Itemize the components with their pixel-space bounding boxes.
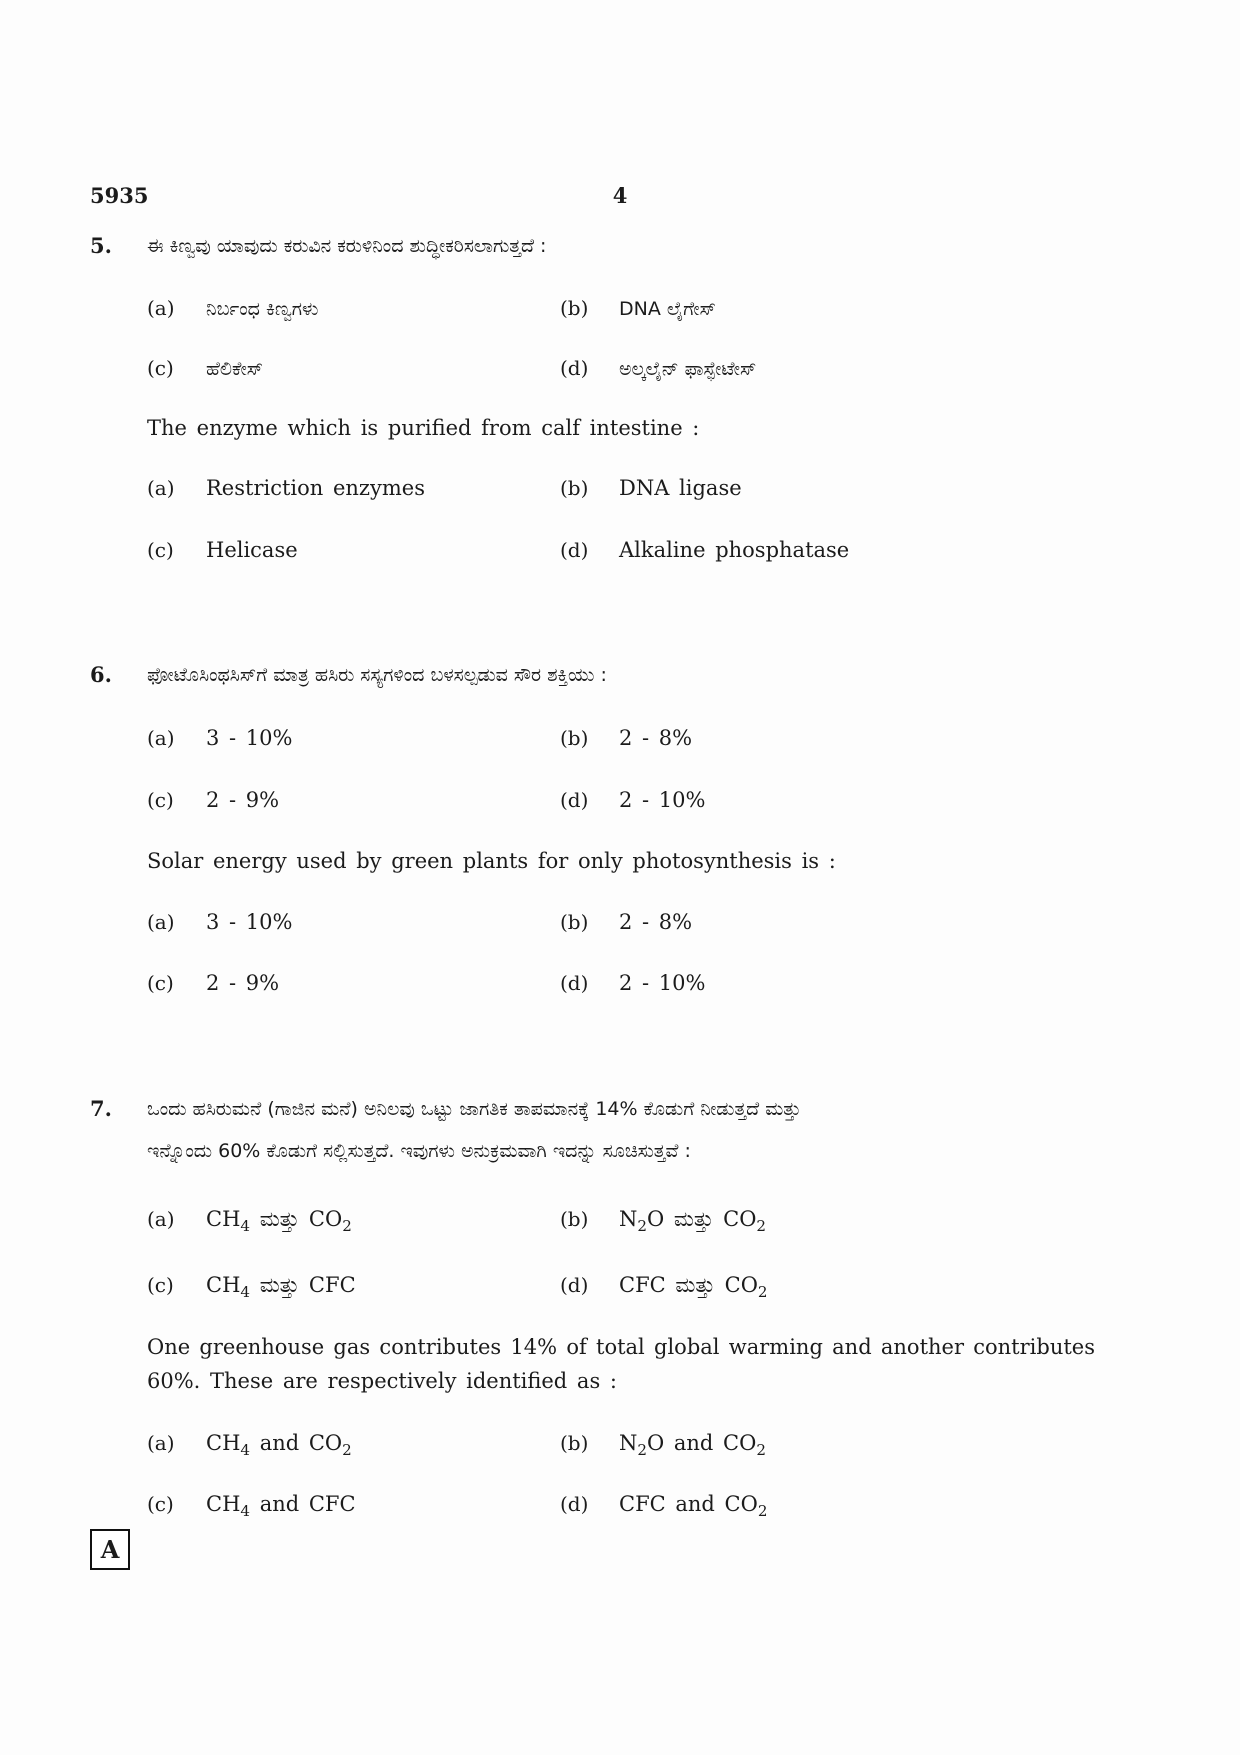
option-text: 2 - 8% (619, 910, 693, 934)
formula-text: N (619, 1207, 638, 1231)
option-text: Alkaline phosphatase (619, 538, 850, 562)
question-number: 5. (90, 233, 112, 258)
option-text: ಹೆಲಿಕೇಸ್ (206, 358, 264, 380)
question-stem-english-line-2: 60%. These are respectively identified as : (147, 1369, 617, 1393)
option-label: (c) (147, 1492, 174, 1516)
option-label: (a) (147, 726, 175, 750)
option-label: (c) (147, 1273, 174, 1297)
formula-subscript: 2 (342, 1217, 352, 1236)
option-label: (a) (147, 910, 175, 934)
formula-text: O and CO (647, 1431, 757, 1455)
option-a (147, 293, 318, 323)
option-b (560, 1428, 766, 1458)
option-d (560, 1489, 767, 1519)
option-d (560, 535, 849, 565)
question-stem-english-line-1: One greenhouse gas contributes 14% of total global warming and another contributes (147, 1335, 1095, 1359)
formula-subscript: 4 (240, 1502, 251, 1521)
option-text (206, 1204, 352, 1236)
formula-text: and CFC (250, 1492, 356, 1516)
option-text (206, 1489, 356, 1521)
option-c (147, 535, 298, 565)
option-label: (b) (560, 476, 589, 500)
formula-text: CH (206, 1207, 241, 1231)
option-text (619, 1204, 766, 1236)
formula-text: and CO (250, 1431, 343, 1455)
formula-subscript: 4 (240, 1283, 251, 1302)
option-label: (b) (560, 1207, 589, 1231)
option-text: 2 - 10% (619, 788, 706, 812)
option-c (147, 1489, 356, 1519)
option-label: (a) (147, 476, 175, 500)
option-b (560, 1204, 766, 1234)
option-d (560, 968, 705, 998)
option-a (147, 1428, 352, 1458)
option-text (619, 1428, 766, 1460)
formula-subscript: 2 (757, 1502, 768, 1521)
option-label: (b) (560, 726, 589, 750)
formula-text: N (619, 1431, 638, 1455)
option-text: Restriction enzymes (206, 476, 425, 500)
option-c (147, 968, 279, 998)
option-label: (c) (147, 971, 174, 995)
option-d (560, 353, 756, 383)
option-text: ನಿರ್ಬಂಧ ಕಿಣ್ವಗಳು (206, 298, 319, 320)
question-stem-kannada-line-1: ಒಂದು ಹಸಿರುಮನೆ (ಗಾಜಿನ ಮನೆ) ಅನಿಲವು ಒಟ್ಟು ಜಾಗತಿಕ ತಾಪಮಾನಕ್ಕೆ 14% ಕೊಡುಗೆ ನೀಡುತ್ತದೆ ಮತ್ತು (147, 1098, 802, 1120)
question-number: 7. (90, 1096, 112, 1121)
option-text (206, 1428, 352, 1460)
option-text: ಅಲ್ಕಲೈನ್ ಫಾಸ್ಫೇಟೇಸ್ (619, 358, 757, 380)
option-label: (b) (560, 910, 589, 934)
option-text: 2 - 10% (619, 971, 706, 995)
formula-subscript: 2 (756, 1441, 766, 1460)
option-label: (a) (147, 1207, 175, 1231)
option-a (147, 1204, 352, 1234)
formula-subscript: 2 (757, 1283, 768, 1302)
option-d (560, 785, 705, 815)
option-c (147, 785, 279, 815)
formula-text: ಮತ್ತು CFC (250, 1273, 356, 1297)
formula-text: O ಮತ್ತು CO (647, 1207, 757, 1231)
option-label: (d) (560, 971, 589, 995)
option-a (147, 473, 425, 503)
option-text: DNA ligase (619, 476, 742, 500)
question-stem-kannada-line-2: ಇನ್ನೊಂದು 60% ಕೊಡುಗೆ ಸಲ್ಲಿಸುತ್ತದೆ. ಇವುಗಳು ಅನುಕ್ರಮವಾಗಿ ಇದನ್ನು ಸೂಚಿಸುತ್ತವೆ : (147, 1140, 691, 1162)
option-c (147, 353, 263, 383)
formula-text: CH (206, 1431, 241, 1455)
option-label: (c) (147, 788, 174, 812)
option-a (147, 723, 292, 753)
question-number: 6. (90, 662, 112, 687)
formula-text: CFC ಮತ್ತು CO (619, 1273, 758, 1297)
option-c (147, 1270, 356, 1300)
option-label: (d) (560, 356, 589, 380)
option-text (619, 1270, 768, 1302)
question-stem-english: Solar energy used by green plants for only photosynthesis is : (147, 849, 836, 873)
formula-text: CH (206, 1492, 241, 1516)
formula-subscript: 4 (240, 1217, 251, 1236)
formula-subscript: 2 (756, 1217, 767, 1236)
formula-text: CH (206, 1273, 241, 1297)
option-text: 2 - 9% (206, 971, 280, 995)
question-stem-english: The enzyme which is purified from calf intestine : (147, 416, 700, 440)
option-text: 3 - 10% (206, 726, 293, 750)
option-label: (a) (147, 1431, 175, 1455)
option-text (619, 1489, 767, 1521)
formula-text: CFC and CO (619, 1492, 758, 1516)
option-label: (b) (560, 296, 589, 320)
option-text: DNA ಲೈಗೇಸ್ (619, 298, 716, 320)
option-label: (a) (147, 296, 175, 320)
option-text: Helicase (206, 538, 298, 562)
option-label: (d) (560, 538, 589, 562)
formula-subscript: 2 (342, 1441, 352, 1460)
formula-subscript: 4 (240, 1441, 251, 1460)
formula-subscript: 2 (637, 1217, 647, 1236)
option-label: (c) (147, 356, 174, 380)
question-stem-kannada: ಈ ಕಿಣ್ವವು ಯಾವುದು ಕರುವಿನ ಕರುಳಿನಿಂದ ಶುದ್ಧೀಕರಿಸಲಾಗುತ್ತದೆ : (147, 235, 547, 257)
option-label: (c) (147, 538, 174, 562)
option-label: (d) (560, 1273, 589, 1297)
option-label: (d) (560, 788, 589, 812)
option-b (560, 723, 692, 753)
option-b (560, 907, 692, 937)
formula-subscript: 2 (637, 1441, 647, 1460)
option-a (147, 907, 292, 937)
booklet-version-box: A (90, 1529, 130, 1570)
option-label: (b) (560, 1431, 589, 1455)
option-text: 3 - 10% (206, 910, 293, 934)
option-text: 2 - 8% (619, 726, 693, 750)
option-d (560, 1270, 768, 1300)
question-stem-kannada: ಫೋಟೊಸಿಂಥಸಿಸ್‌ಗೆ ಮಾತ್ರ ಹಸಿರು ಸಸ್ಯಗಳಿಂದ ಬಳಸಲ್ಪಡುವ ಸೌರ ಶಕ್ತಿಯು : (147, 664, 607, 686)
option-text (206, 1270, 356, 1302)
option-b (560, 473, 742, 503)
paper-code: 5935 (90, 183, 149, 208)
option-b (560, 293, 716, 323)
formula-text: ಮತ್ತು CO (250, 1207, 343, 1231)
option-label: (d) (560, 1492, 589, 1516)
page-number: 4 (612, 183, 628, 208)
option-text: 2 - 9% (206, 788, 280, 812)
